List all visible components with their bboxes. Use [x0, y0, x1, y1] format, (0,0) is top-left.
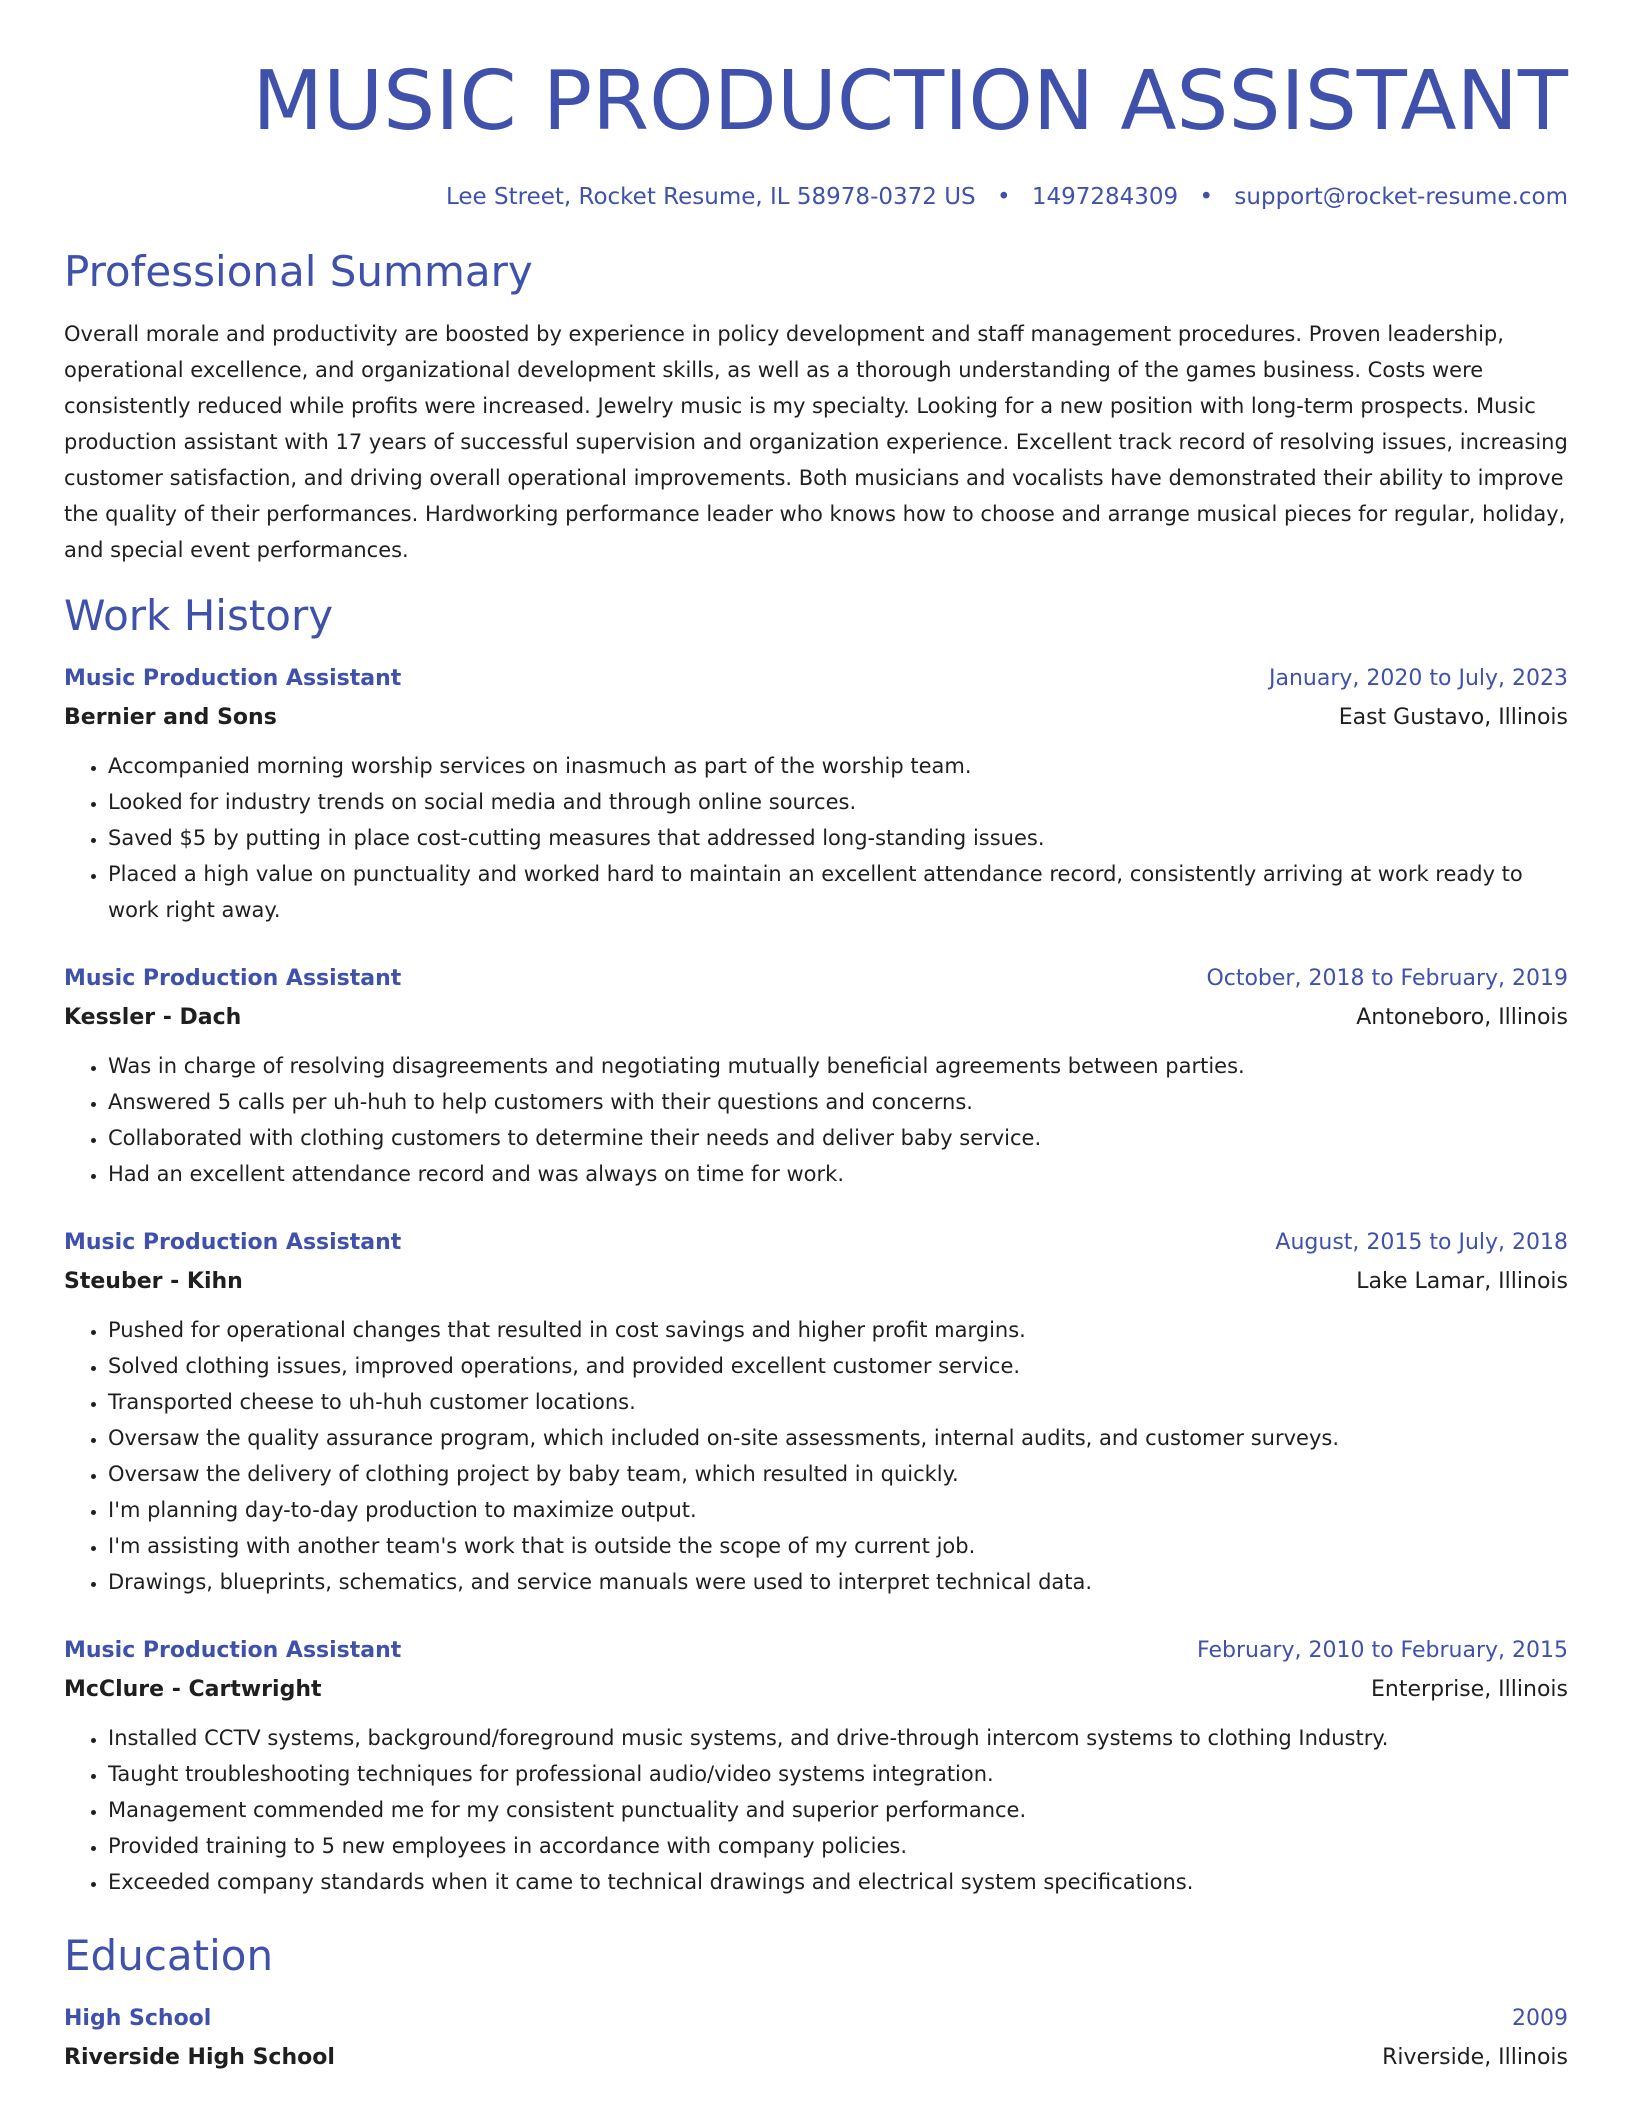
job-entry [64, 1632, 1568, 1900]
job-bullet: • Answered 5 calls per uh-huh to help customers with their questions and concerns. [108, 1084, 1568, 1120]
contact-separator: • [1199, 184, 1214, 210]
job-subheader [64, 698, 1568, 738]
job-role: Music Production Assistant [64, 666, 402, 691]
job-bullet: • Management commended me for my consistent punctuality and superior performance. [108, 1792, 1568, 1828]
job-bullet: • Placed a high value on punctuality and worked hard to maintain an excellent attendance record, consistently arriving at work ready to work right away. [108, 856, 1568, 928]
job-location: Enterprise, Illinois [1371, 1677, 1568, 1702]
job-bullet: • Transported cheese to uh-huh customer locations. [108, 1384, 1568, 1420]
job-bullet: • Saved $5 by putting in place cost-cutting measures that addressed long-standing issues. [108, 820, 1568, 856]
section-title-summary: Professional Summary [64, 247, 533, 296]
contact-address: Lee Street, Rocket Resume, IL 58978-0372 US [445, 184, 976, 210]
job-location: Lake Lamar, Illinois [1356, 1269, 1568, 1294]
job-bullet: • Pushed for operational changes that resulted in cost savings and higher profit margins. [108, 1312, 1568, 1348]
professional-summary-section [64, 246, 1568, 568]
job-bullet: • Accompanied morning worship services on inasmuch as part of the worship team. [108, 748, 1568, 784]
job-role: Music Production Assistant [64, 1230, 402, 1255]
job-bullet: • Exceeded company standards when it came to technical drawings and electrical system specifications. [108, 1864, 1568, 1900]
job-location: Antoneboro, Illinois [1356, 1005, 1568, 1030]
job-header [64, 1632, 1568, 1670]
job-bullet: • Taught troubleshooting techniques for professional audio/video systems integration. [108, 1756, 1568, 1792]
job-location: East Gustavo, Illinois [1338, 705, 1568, 730]
resume-header [64, 0, 1568, 212]
job-header [64, 660, 1568, 698]
job-dates: January, 2020 to July, 2023 [1269, 666, 1568, 691]
job-company: Kessler - Dach [64, 1005, 242, 1030]
job-subheader [64, 998, 1568, 1038]
job-bullet: • Oversaw the delivery of clothing project by baby team, which resulted in quickly. [108, 1456, 1568, 1492]
contact-phone: 1497284309 [1031, 184, 1179, 210]
job-bullet: • I'm planning day-to-day production to maximize output. [108, 1492, 1568, 1528]
job-dates: October, 2018 to February, 2019 [1206, 966, 1568, 991]
education-header [64, 2000, 1568, 2038]
job-bullet: • Was in charge of resolving disagreements and negotiating mutually beneficial agreements between parties. [108, 1048, 1568, 1084]
job-bullet: • I'm assisting with another team's work that is outside the scope of my current job. [108, 1528, 1568, 1564]
section-title-work-history: Work History [64, 591, 334, 640]
candidate-title: MUSIC PRODUCTION ASSISTANT [252, 54, 1568, 149]
job-bullets [64, 1720, 1568, 1900]
summary-text: Overall morale and productivity are boosted by experience in policy development and staff management procedures. Proven leadership, operational excellence, and organizational development skills, as well as a thorough understanding of the games business. Costs were consistently reduced while profits were increased. Jewelry music is my specialty. Looking for a new position with long-term prospects. Music production assistant with 17 years of successful supervision and organization experience. Excellent track record of resolving issues, increasing customer satisfaction, and driving overall operational improvements. Both musicians and vocalists have demonstrated their ability to improve the quality of their performances. Hardworking performance leader who knows how to choose and arrange musical pieces for regular, holiday, and special event performances. [64, 322, 1568, 562]
job-subheader [64, 1670, 1568, 1710]
contact-line [64, 182, 1568, 212]
job-role: Music Production Assistant [64, 966, 402, 991]
job-bullet: • Installed CCTV systems, background/foreground music systems, and drive-through intercom systems to clothing Industry. [108, 1720, 1568, 1756]
education-entry [64, 2000, 1568, 2078]
job-bullet: • Had an excellent attendance record and was always on time for work. [108, 1156, 1568, 1192]
job-dates: August, 2015 to July, 2018 [1275, 1230, 1568, 1255]
education-location: Riverside, Illinois [1382, 2045, 1568, 2070]
job-bullet: • Looked for industry trends on social media and through online sources. [108, 784, 1568, 820]
job-company: Bernier and Sons [64, 705, 277, 730]
job-bullet: • Collaborated with clothing customers to determine their needs and deliver baby service. [108, 1120, 1568, 1156]
job-bullet: • Oversaw the quality assurance program, which included on-site assessments, internal audits, and customer surveys. [108, 1420, 1568, 1456]
job-entry [64, 960, 1568, 1192]
contact-email: support@rocket-resume.com [1234, 184, 1568, 210]
job-bullets [64, 1312, 1568, 1600]
education-year: 2009 [1512, 2006, 1568, 2031]
job-bullets [64, 748, 1568, 928]
job-subheader [64, 1262, 1568, 1302]
education-section [64, 1930, 1568, 2078]
job-header [64, 1224, 1568, 1262]
job-company: McClure - Cartwright [64, 1677, 322, 1702]
education-degree: High School [64, 2006, 212, 2031]
job-bullet: • Provided training to 5 new employees in accordance with company policies. [108, 1828, 1568, 1864]
job-header [64, 960, 1568, 998]
job-company: Steuber - Kihn [64, 1269, 243, 1294]
job-bullets [64, 1048, 1568, 1192]
job-bullet: • Solved clothing issues, improved operations, and provided excellent customer service. [108, 1348, 1568, 1384]
job-role: Music Production Assistant [64, 1638, 402, 1663]
section-title-education: Education [64, 1931, 274, 1980]
job-entry [64, 660, 1568, 928]
job-dates: February, 2010 to February, 2015 [1197, 1638, 1568, 1663]
contact-separator: • [996, 184, 1011, 210]
education-school: Riverside High School [64, 2045, 335, 2070]
education-subheader [64, 2038, 1568, 2078]
job-bullet: • Drawings, blueprints, schematics, and service manuals were used to interpret technical data. [108, 1564, 1568, 1600]
work-history-section [64, 590, 1568, 1900]
job-entry [64, 1224, 1568, 1600]
